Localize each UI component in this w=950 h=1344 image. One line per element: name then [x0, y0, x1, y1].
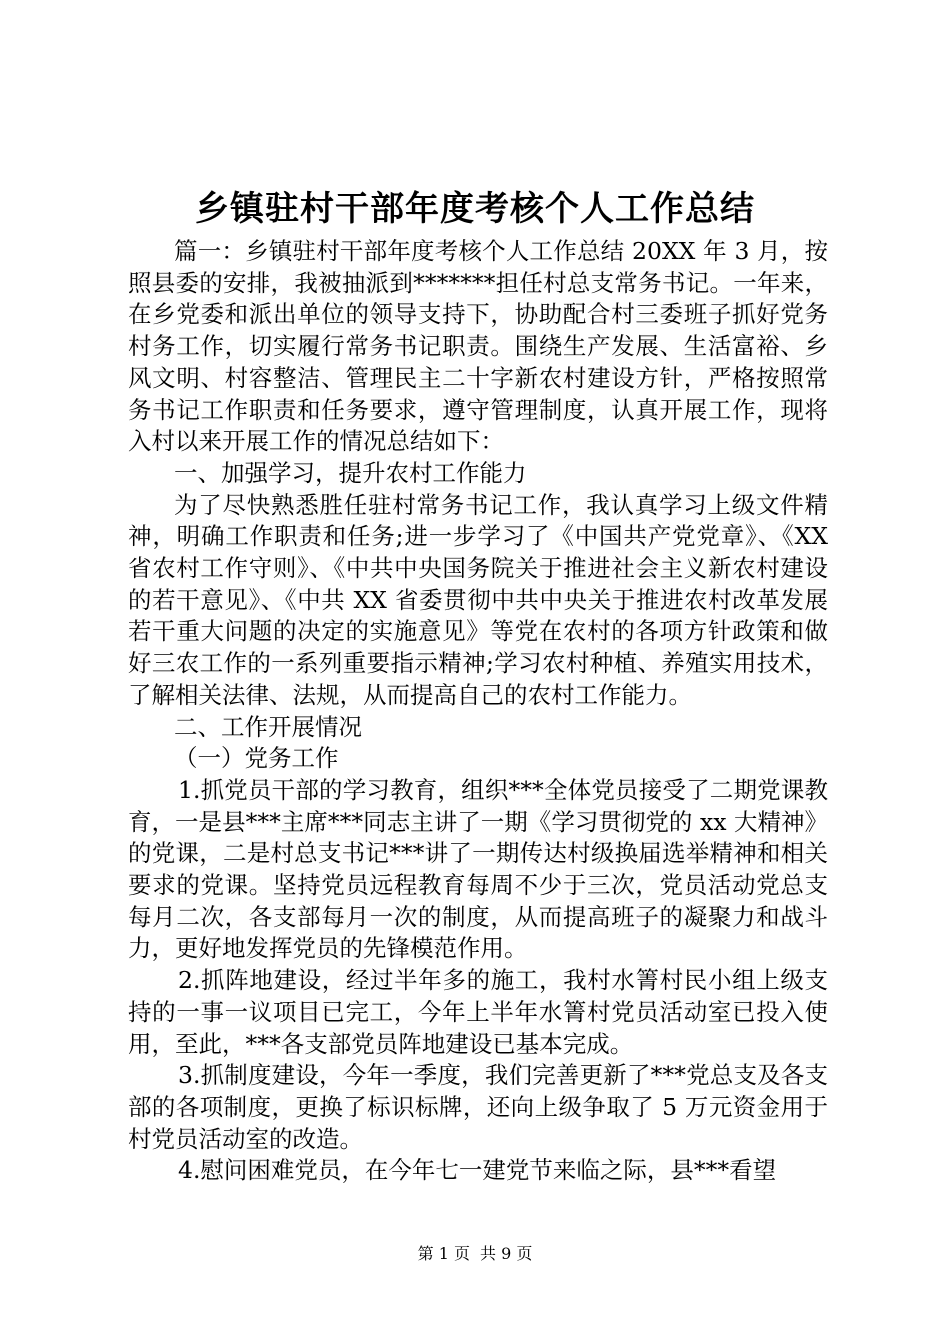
heading-section-2: 二、工作开展情况: [174, 712, 362, 741]
page-footer: [0, 1243, 950, 1265]
page-number: 第 1 页: [417, 1244, 470, 1263]
paragraph-study: 为了尽快熟悉胜任驻村常务书记工作，我认真学习上级文件精神，明确工作职责和任务;进一步学习了《中国共产党党章》、《XX 省农村工作守则》、《中共中央国务院关于推进社会主义新农村建设的若干意见》、《中共 XX 省委贯彻中共中央关于推进农村改革发展若干重大问题的决定的实施意见》等党在农村的各项方针政策和做好三农工作的一系列重要指示精神;学习农村种植、养殖实用技术，了解相关法律、法规，从而提高自己的农村工作能力。: [128, 490, 828, 709]
paragraph-item-2: 2.抓阵地建设，经过半年多的施工，我村水箐村民小组上级支持的一事一议项目已完工，今年上半年水箐村党员活动室已投入使用，至此，***各支部党员阵地建设已基本完成。: [128, 966, 828, 1058]
document-body: [128, 236, 828, 1187]
document-title: 乡镇驻村干部年度考核个人工作总结: [195, 189, 755, 229]
paragraph-intro: 篇一：乡镇驻村干部年度考核个人工作总结 20XX 年 3 月，按照县委的安排，我被抽派到*******担任村总支常务书记。一年来，在乡党委和派出单位的领导支持下，协助配合村三委班子抓好党务村务工作，切实履行常务书记职责。围绕生产发展、生活富裕、乡风文明、村容整洁、管理民主二十字新农村建设方针，严格按照常务书记工作职责和任务要求，遵守管理制度，认真开展工作，现将入村以来开展工作的情况总结如下：: [128, 237, 828, 456]
paragraph-item-4: 4.慰问困难党员，在今年七一建党节来临之际，县***看望: [178, 1156, 777, 1185]
heading-subsection-party: （一）党务工作: [174, 744, 339, 773]
heading-section-1: 一、加强学习，提升农村工作能力: [174, 458, 527, 487]
page-total: 共 9 页: [480, 1244, 533, 1263]
paragraph-item-3: 3.抓制度建设，今年一季度，我们完善更新了***党总支及各支部的各项制度，更换了标识标牌，还向上级争取了 5 万元资金用于村党员活动室的改造。: [128, 1061, 828, 1153]
paragraph-item-1: 1.抓党员干部的学习教育，组织***全体党员接受了二期党课教育，一是县***主席***同志主讲了一期《学习贯彻党的 xx 大精神》的党课，二是村总支书记***讲了一期传达村级换届选举精神和相关要求的党课。坚持党员远程教育每周不少于三次，党员活动党总支每月二次，各支部每月一次的制度，从而提高班子的凝聚力和战斗力，更好地发挥党员的先锋模范作用。: [128, 775, 828, 963]
